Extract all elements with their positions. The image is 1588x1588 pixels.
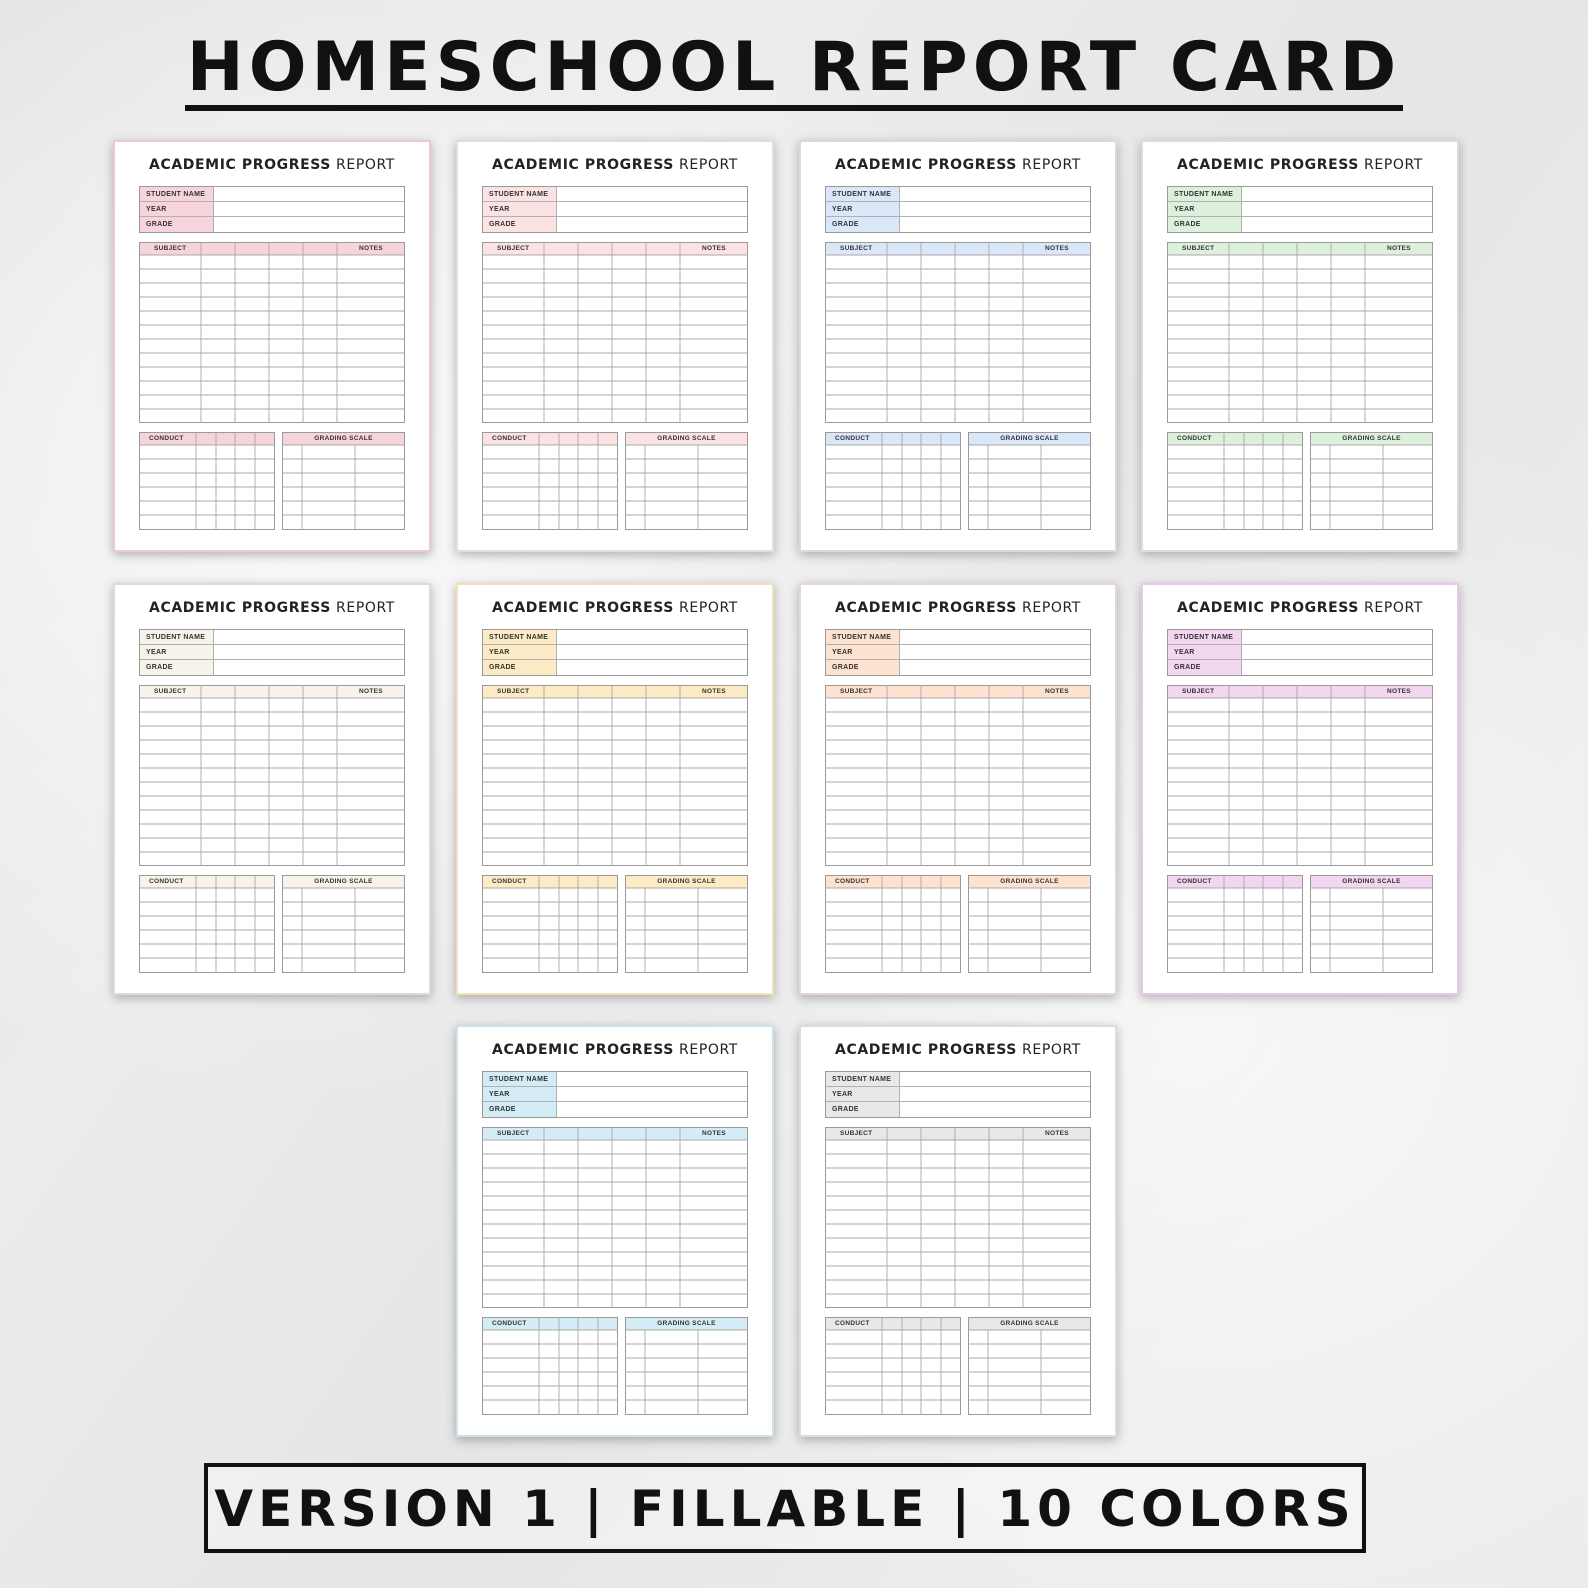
conduct-header: CONDUCT — [149, 878, 184, 885]
year-field-label: YEAR — [826, 202, 900, 216]
sheet-title — [801, 1042, 1115, 1058]
sheet-title-bold: ACADEMIC PROGRESS — [492, 1042, 674, 1058]
page-title — [0, 28, 1588, 111]
conduct-table-grid — [825, 875, 961, 973]
sheet-title-bold: ACADEMIC PROGRESS — [1177, 157, 1359, 173]
notes-header: NOTES — [702, 1130, 726, 1137]
student-name-field[interactable] — [483, 630, 747, 645]
grading-scale-header: GRADING SCALE — [314, 435, 373, 442]
report-sheet-blue — [799, 140, 1117, 552]
student-info-table — [825, 629, 1091, 676]
year-field-label: YEAR — [483, 1087, 557, 1101]
student-name-field[interactable] — [140, 630, 404, 645]
grading-scale-table — [282, 875, 405, 973]
grade-field[interactable] — [140, 660, 404, 675]
report-sheet-pink — [113, 140, 431, 552]
student-name-field-label: STUDENT NAME — [140, 187, 214, 201]
year-field[interactable] — [826, 1087, 1090, 1102]
sheet-title — [801, 157, 1115, 173]
sheet-title-bold: ACADEMIC PROGRESS — [835, 157, 1017, 173]
student-name-field-label: STUDENT NAME — [483, 187, 557, 201]
subject-header: SUBJECT — [154, 245, 187, 252]
conduct-header: CONDUCT — [835, 435, 870, 442]
subject-header: SUBJECT — [840, 245, 873, 252]
grading-scale-table — [968, 1317, 1091, 1415]
conduct-table — [825, 875, 961, 973]
grade-field[interactable] — [483, 1102, 747, 1117]
subject-table-border — [826, 243, 1091, 423]
student-name-field-label: STUDENT NAME — [826, 1072, 900, 1086]
conduct-table — [482, 875, 618, 973]
year-field[interactable] — [1168, 202, 1432, 217]
sheet-title-light: REPORT — [1364, 600, 1423, 616]
subject-table-border — [483, 686, 748, 866]
subject-table — [1167, 685, 1433, 866]
conduct-table — [139, 432, 275, 530]
grade-field[interactable] — [140, 217, 404, 232]
subject-table — [825, 1127, 1091, 1308]
student-name-field-label: STUDENT NAME — [826, 187, 900, 201]
year-field-label: YEAR — [1168, 645, 1242, 659]
student-name-field[interactable] — [483, 1072, 747, 1087]
conduct-header: CONDUCT — [835, 878, 870, 885]
conduct-header: CONDUCT — [1177, 435, 1212, 442]
notes-header: NOTES — [702, 245, 726, 252]
conduct-table-grid — [1167, 875, 1303, 973]
subject-table — [482, 1127, 748, 1308]
grade-field[interactable] — [826, 217, 1090, 232]
student-name-field[interactable] — [1168, 187, 1432, 202]
student-name-field-label: STUDENT NAME — [140, 630, 214, 644]
grading-scale-grid — [1310, 875, 1433, 973]
student-name-field[interactable] — [826, 187, 1090, 202]
subject-table-border — [1168, 243, 1433, 423]
notes-header: NOTES — [1387, 688, 1411, 695]
subject-table — [1167, 242, 1433, 423]
grading-scale-table — [282, 432, 405, 530]
subject-table-grid — [482, 685, 748, 866]
notes-header: NOTES — [1045, 245, 1069, 252]
student-name-field[interactable] — [826, 630, 1090, 645]
year-field[interactable] — [140, 202, 404, 217]
grade-field-label: GRADE — [483, 217, 557, 232]
report-sheet-peach — [799, 583, 1117, 995]
subject-table-border — [140, 243, 405, 423]
grading-scale-header: GRADING SCALE — [1000, 435, 1059, 442]
subject-header: SUBJECT — [497, 688, 530, 695]
sheet-title-light: REPORT — [679, 157, 738, 173]
version-banner — [204, 1463, 1366, 1553]
sheet-title-light: REPORT — [1022, 1042, 1081, 1058]
subject-table-grid — [825, 242, 1091, 423]
student-info-table — [139, 629, 405, 676]
student-name-field-label: STUDENT NAME — [1168, 630, 1242, 644]
student-info-table — [482, 1071, 748, 1118]
student-name-field-label: STUDENT NAME — [1168, 187, 1242, 201]
year-field[interactable] — [1168, 645, 1432, 660]
sheet-title-light: REPORT — [1364, 157, 1423, 173]
grade-field-label: GRADE — [140, 660, 214, 675]
student-name-field[interactable] — [483, 187, 747, 202]
sheet-title-bold: ACADEMIC PROGRESS — [149, 600, 331, 616]
grading-scale-header: GRADING SCALE — [314, 878, 373, 885]
subject-table-grid — [1167, 685, 1433, 866]
sheet-title-bold: ACADEMIC PROGRESS — [149, 157, 331, 173]
subject-table-grid — [1167, 242, 1433, 423]
report-sheet-gray — [799, 1025, 1117, 1437]
year-field[interactable] — [826, 202, 1090, 217]
conduct-header: CONDUCT — [492, 1320, 527, 1327]
sheet-title — [458, 1042, 772, 1058]
conduct-table — [139, 875, 275, 973]
year-field-label: YEAR — [140, 645, 214, 659]
sheet-title-light: REPORT — [679, 600, 738, 616]
subject-table-border — [826, 1128, 1091, 1308]
student-name-field[interactable] — [1168, 630, 1432, 645]
sheet-title — [1143, 600, 1457, 616]
student-info-table — [482, 186, 748, 233]
subject-table-grid — [825, 1127, 1091, 1308]
conduct-table — [825, 1317, 961, 1415]
student-name-field-label: STUDENT NAME — [483, 630, 557, 644]
grade-field-label: GRADE — [826, 217, 900, 232]
notes-header: NOTES — [359, 688, 383, 695]
grading-scale-header: GRADING SCALE — [1342, 878, 1401, 885]
subject-table — [482, 685, 748, 866]
notes-header: NOTES — [359, 245, 383, 252]
student-name-field-label: STUDENT NAME — [826, 630, 900, 644]
year-field[interactable] — [483, 1087, 747, 1102]
sheet-title — [1143, 157, 1457, 173]
conduct-header: CONDUCT — [835, 1320, 870, 1327]
student-name-field[interactable] — [826, 1072, 1090, 1087]
report-sheet-blush — [456, 140, 774, 552]
sheet-title-bold: ACADEMIC PROGRESS — [835, 1042, 1017, 1058]
sheet-title-bold: ACADEMIC PROGRESS — [835, 600, 1017, 616]
grading-scale-grid — [1310, 432, 1433, 530]
grade-field[interactable] — [483, 660, 747, 675]
sheet-title-light: REPORT — [1022, 157, 1081, 173]
grade-field-label: GRADE — [826, 660, 900, 675]
grading-scale-table — [1310, 875, 1433, 973]
grading-scale-header: GRADING SCALE — [1000, 878, 1059, 885]
student-info-table — [482, 629, 748, 676]
subject-table-grid — [482, 1127, 748, 1308]
grading-scale-table — [625, 875, 748, 973]
grading-scale-table — [625, 432, 748, 530]
report-sheet-yellow — [456, 583, 774, 995]
subject-header: SUBJECT — [1182, 245, 1215, 252]
report-sheet-green — [1141, 140, 1459, 552]
grading-scale-header: GRADING SCALE — [1342, 435, 1401, 442]
grade-field[interactable] — [483, 217, 747, 232]
subject-header: SUBJECT — [840, 688, 873, 695]
grade-field-label: GRADE — [1168, 217, 1242, 232]
year-field-label: YEAR — [483, 645, 557, 659]
sheet-title — [801, 600, 1115, 616]
grading-scale-table — [968, 875, 1091, 973]
conduct-table-grid — [139, 875, 275, 973]
conduct-table-grid — [1167, 432, 1303, 530]
student-info-table — [1167, 629, 1433, 676]
subject-table — [825, 242, 1091, 423]
grade-field[interactable] — [826, 660, 1090, 675]
sheet-title-bold: ACADEMIC PROGRESS — [1177, 600, 1359, 616]
grade-field[interactable] — [826, 1102, 1090, 1117]
subject-table — [139, 242, 405, 423]
sheet-title-light: REPORT — [336, 157, 395, 173]
sheet-title-bold: ACADEMIC PROGRESS — [492, 600, 674, 616]
subject-table-border — [1168, 686, 1433, 866]
sheet-title — [458, 600, 772, 616]
conduct-table-grid — [825, 432, 961, 530]
year-field-label: YEAR — [826, 1087, 900, 1101]
sheet-title-light: REPORT — [336, 600, 395, 616]
grading-scale-grid — [625, 1317, 748, 1415]
sheet-title-light: REPORT — [679, 1042, 738, 1058]
year-field-label: YEAR — [140, 202, 214, 216]
year-field[interactable] — [483, 202, 747, 217]
subject-table — [482, 242, 748, 423]
student-info-table — [825, 1071, 1091, 1118]
grading-scale-grid — [282, 432, 405, 530]
subject-table — [139, 685, 405, 866]
subject-header: SUBJECT — [497, 1130, 530, 1137]
sheet-title-bold: ACADEMIC PROGRESS — [492, 157, 674, 173]
report-sheet-cream — [113, 583, 431, 995]
grading-scale-grid — [625, 432, 748, 530]
report-sheet-lavender — [1141, 583, 1459, 995]
conduct-table — [1167, 432, 1303, 530]
subject-header: SUBJECT — [1182, 688, 1215, 695]
conduct-table-grid — [482, 875, 618, 973]
subject-table-border — [483, 1128, 748, 1308]
conduct-table-grid — [139, 432, 275, 530]
conduct-table-grid — [825, 1317, 961, 1415]
conduct-header: CONDUCT — [492, 435, 527, 442]
sheet-title — [115, 600, 429, 616]
subject-header: SUBJECT — [497, 245, 530, 252]
sheet-title — [115, 157, 429, 173]
page-title-text: HOMESCHOOL REPORT CARD — [185, 31, 1403, 111]
grading-scale-grid — [625, 875, 748, 973]
conduct-header: CONDUCT — [492, 878, 527, 885]
grading-scale-header: GRADING SCALE — [657, 1320, 716, 1327]
report-sheet-aqua — [456, 1025, 774, 1437]
year-field[interactable] — [140, 645, 404, 660]
student-info-table — [1167, 186, 1433, 233]
grading-scale-header: GRADING SCALE — [1000, 1320, 1059, 1327]
notes-header: NOTES — [1045, 1130, 1069, 1137]
grade-field[interactable] — [1168, 217, 1432, 232]
conduct-table — [1167, 875, 1303, 973]
grading-scale-header: GRADING SCALE — [657, 435, 716, 442]
conduct-header: CONDUCT — [1177, 878, 1212, 885]
sheet-title — [458, 157, 772, 173]
grade-field-label: GRADE — [1168, 660, 1242, 675]
notes-header: NOTES — [1045, 688, 1069, 695]
subject-table-border — [140, 686, 405, 866]
year-field-label: YEAR — [1168, 202, 1242, 216]
grading-scale-header: GRADING SCALE — [657, 878, 716, 885]
notes-header: NOTES — [702, 688, 726, 695]
grading-scale-grid — [282, 875, 405, 973]
conduct-table-grid — [482, 1317, 618, 1415]
grading-scale-table — [1310, 432, 1433, 530]
subject-table-border — [826, 686, 1091, 866]
student-name-field-label: STUDENT NAME — [483, 1072, 557, 1086]
grade-field[interactable] — [1168, 660, 1432, 675]
student-name-field[interactable] — [140, 187, 404, 202]
notes-header: NOTES — [1387, 245, 1411, 252]
subject-table-grid — [825, 685, 1091, 866]
grade-field-label: GRADE — [483, 1102, 557, 1117]
subject-table-border — [483, 243, 748, 423]
year-field[interactable] — [483, 645, 747, 660]
grade-field-label: GRADE — [483, 660, 557, 675]
subject-header: SUBJECT — [840, 1130, 873, 1137]
grading-scale-grid — [968, 875, 1091, 973]
subject-header: SUBJECT — [154, 688, 187, 695]
grading-scale-table — [968, 432, 1091, 530]
grading-scale-grid — [968, 432, 1091, 530]
conduct-table-grid — [482, 432, 618, 530]
sheet-title-light: REPORT — [1022, 600, 1081, 616]
conduct-table — [482, 1317, 618, 1415]
conduct-table — [825, 432, 961, 530]
year-field-label: YEAR — [483, 202, 557, 216]
grading-scale-table — [625, 1317, 748, 1415]
subject-table — [825, 685, 1091, 866]
version-banner-text: VERSION 1 | FILLABLE | 10 COLORS — [214, 1480, 1356, 1538]
grade-field-label: GRADE — [140, 217, 214, 232]
year-field-label: YEAR — [826, 645, 900, 659]
grading-scale-grid — [968, 1317, 1091, 1415]
subject-table-grid — [139, 242, 405, 423]
conduct-header: CONDUCT — [149, 435, 184, 442]
student-info-table — [825, 186, 1091, 233]
conduct-table — [482, 432, 618, 530]
subject-table-grid — [482, 242, 748, 423]
student-info-table — [139, 186, 405, 233]
year-field[interactable] — [826, 645, 1090, 660]
subject-table-grid — [139, 685, 405, 866]
grade-field-label: GRADE — [826, 1102, 900, 1117]
